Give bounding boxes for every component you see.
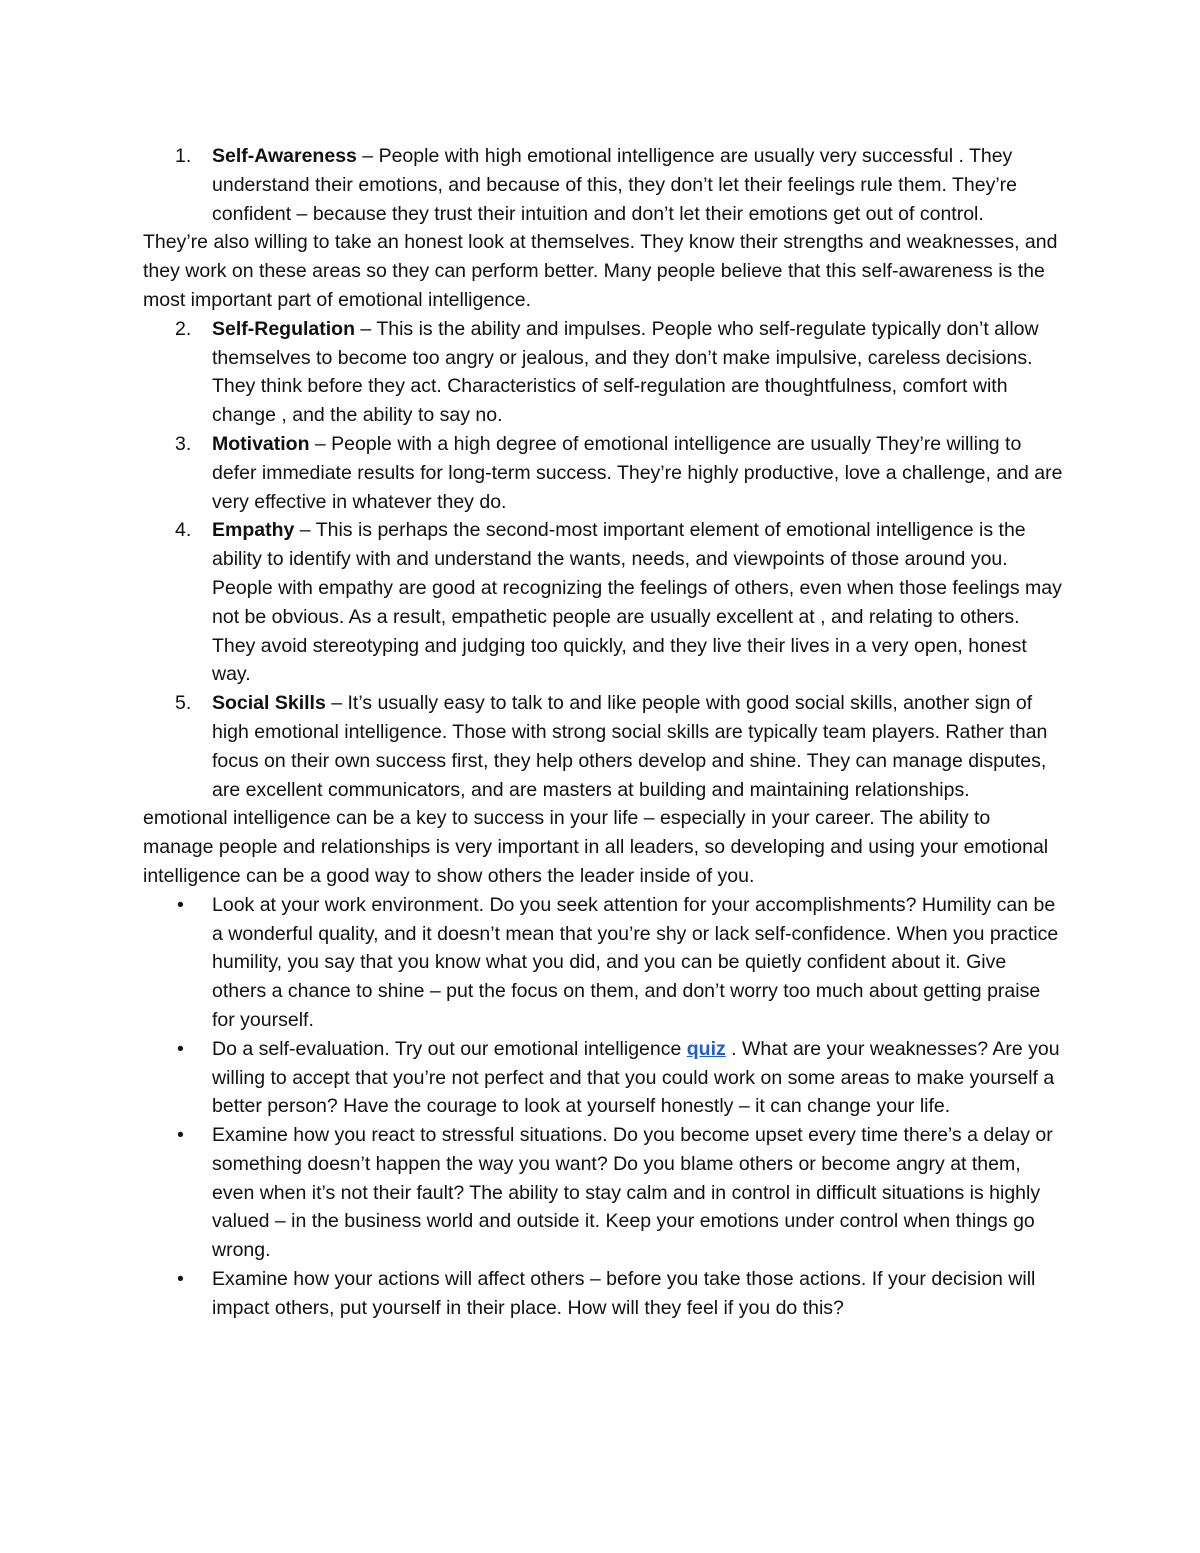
- paragraph-conclusion: emotional intelligence can be a key to success in your life – especially in your career. The ability to manage people and relationships is very important in all leaders, so developing and using your emotional intelligence can be a good way to show others the leader inside of you.: [143, 807, 1049, 887]
- bullet-item-affect-others: [143, 1265, 1063, 1323]
- quiz-link[interactable]: quiz: [686, 1037, 726, 1060]
- bullet-marker: •: [177, 1037, 184, 1060]
- list-number: 1.: [175, 145, 192, 167]
- item-text: – People with a high degree of emotional intelligence are usually They’re willing to defer immediate results for long-term success. They’re highly productive, love a challenge, and are very effective in whatever they do.: [212, 432, 1063, 513]
- item-text: – It’s usually easy to talk to and like people with good social skills, another sign of high emotional intelligence. Those with strong social skills are typically team players. Rather than focus on their own success first, they help others develop and shine. They can manage disputes, are excellent communicators, and are masters at building and maintaining relationships.: [212, 692, 1048, 801]
- list-number: 5.: [175, 692, 192, 715]
- item-term: Self-Awareness: [212, 145, 357, 167]
- list-number: 2.: [175, 317, 192, 340]
- bullet-text: Examine how you react to stressful situations. Do you become upset every time there’s a delay or something doesn’t happen the way you want? Do you blame others or become angry at them, even when it’s not their fault? The ability to stay calm and in control in difficult situations is highly valued – in the business world and outside it. Keep your emotions under control when things go wrong.: [212, 1124, 1053, 1262]
- bullet-text: Look at your work environment. Do you seek attention for your accomplishments? Humility can be a wonderful quality, and it doesn’t mean that you’re shy or lack self-confidence. When you practice humility, you say that you know what you did, and you can be quietly confident about it. Give others a chance to shine – put the focus on them, and don’t worry too much about getting praise for yourself.: [212, 893, 1059, 1031]
- bullet-marker: •: [177, 893, 184, 916]
- item-text: – This is perhaps the second-most important element of emotional intelligence is the ability to identify with and understand the wants, needs, and viewpoints of those around you. People with empathy are good at recognizing the feelings of others, even when those feelings may not be obvious. As a result, empathetic people are usually excellent at , and relating to others. They avoid stereotyping and judging too quickly, and they live their lives in a very open, honest way.: [212, 519, 1062, 686]
- numbered-item-social-skills: [143, 689, 1063, 804]
- bullet-marker: •: [177, 1268, 184, 1291]
- numbered-item-self-awareness: [143, 142, 1063, 228]
- item-text: – This is the ability and impulses. People who self-regulate typically don’t allow themselves to become too angry or jealous, and they don’t make impulsive, careless decisions. They think before they act. Characteristics of self-regulation are thoughtfulness, comfort with change , and the ability to say no.: [212, 317, 1039, 427]
- item-term: Self-Regulation: [212, 317, 356, 340]
- bullet-item-stressful-situations: [143, 1121, 1063, 1265]
- bullet-text: Examine how your actions will affect others – before you take those actions. If your decision will impact others, put yourself in their place. How will they feel if you do this?: [212, 1268, 1036, 1319]
- numbered-item-empathy: [143, 516, 1063, 689]
- item-text: – People with high emotional intelligence are usually very successful . They understand their emotions, and because of this, they don’t let their feelings rule them. They’re confident – because they trust their intuition and don’t let their emotions get out of control.: [212, 145, 1018, 225]
- bullet-item-self-evaluation: [143, 1035, 1063, 1121]
- item-term: Social Skills: [212, 692, 326, 715]
- list-number: 4.: [175, 519, 192, 542]
- item-term: Motivation: [212, 432, 310, 455]
- bullet-text-continued: . What are your weaknesses? Are you willing to accept that you’re not perfect and that you could work on some areas to make yourself a better person? Have the courage to look at yourself honestly – it can change your life.: [212, 1037, 1060, 1118]
- bullet-marker: •: [177, 1124, 184, 1147]
- bullet-text: Do a self-evaluation. Try out our emotional intelligence: [212, 1037, 687, 1060]
- document-body: [143, 142, 1063, 1323]
- list-number: 3.: [175, 432, 192, 455]
- numbered-item-motivation: [143, 430, 1063, 516]
- numbered-item-self-regulation: [143, 315, 1063, 430]
- bullet-item-work-environment: [143, 891, 1063, 1035]
- paragraph-self-awareness-continued: They’re also willing to take an honest look at themselves. They know their strengths and weaknesses, and they work on these areas so they can perform better. Many people believe that this self-awareness is the most important part of emotional intelligence.: [143, 231, 1058, 311]
- item-term: Empathy: [212, 519, 295, 542]
